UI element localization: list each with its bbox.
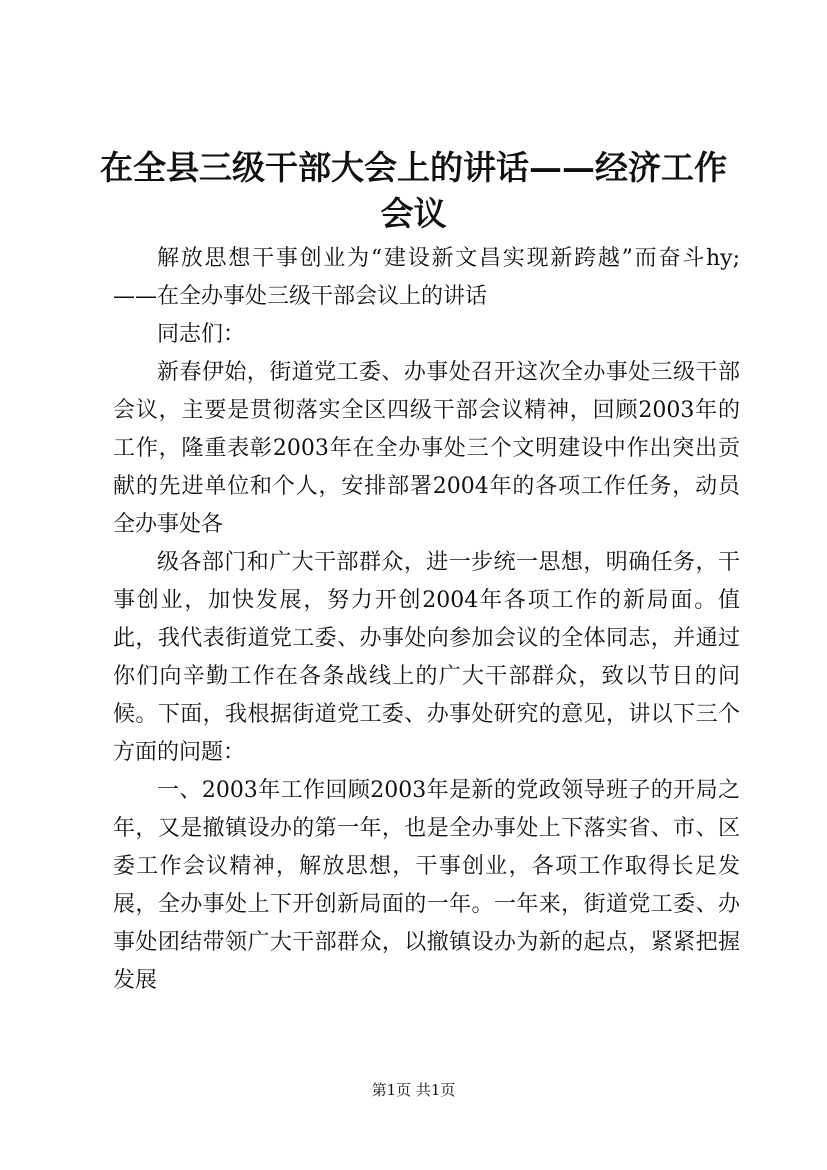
document-title: 在全县三级干部大会上的讲话——经济工作会议: [100, 148, 727, 233]
paragraph-continuation: 级各部门和广大干部群众，进一步统一思想，明确任务，干事创业，加快发展，努力开创2004年各项工作的新局面。值此，我代表街道党工委、办事处向参加会议的全体同志，并通过你们向辛勤工作在各条战线上的广大干部群众，致以节日的问候。下面，我根据街道党工委、办事处研究的意见，讲以下三个方面的问题：: [113, 550, 740, 765]
paragraph-subtitle: 解放思想干事创业为“建设新文昌实现新跨越”而奋斗hy;——在全办事处三级干部会议上的讲话: [113, 246, 740, 309]
paragraph-salutation: 同志们：: [157, 322, 246, 347]
document-body: [113, 240, 740, 1000]
paragraph-review: 一、2003年工作回顾2003年是新的党政领导班子的开局之年，又是撤镇设办的第一年，也是全办事处上下落实省、市、区委工作会议精神，解放思想，干事创业，各项工作取得长足发展，全办事处上下开创新局面的一年。一年来，街道党工委、办事处团结带领广大干部群众，以撤镇设办为新的起点，紧紧把握发展: [113, 778, 740, 993]
page-number-footer: 第1页 共1页: [371, 1081, 456, 1099]
paragraph-opening: 新春伊始，街道党工委、办事处召开这次全办事处三级干部会议，主要是贯彻落实全区四级干部会议精神，回顾2003年的工作，隆重表彰2003年在全办事处三个文明建设中作出突出贡献的先进单位和个人，安排部署2004年的各项工作任务，动员全办事处各: [113, 360, 740, 537]
